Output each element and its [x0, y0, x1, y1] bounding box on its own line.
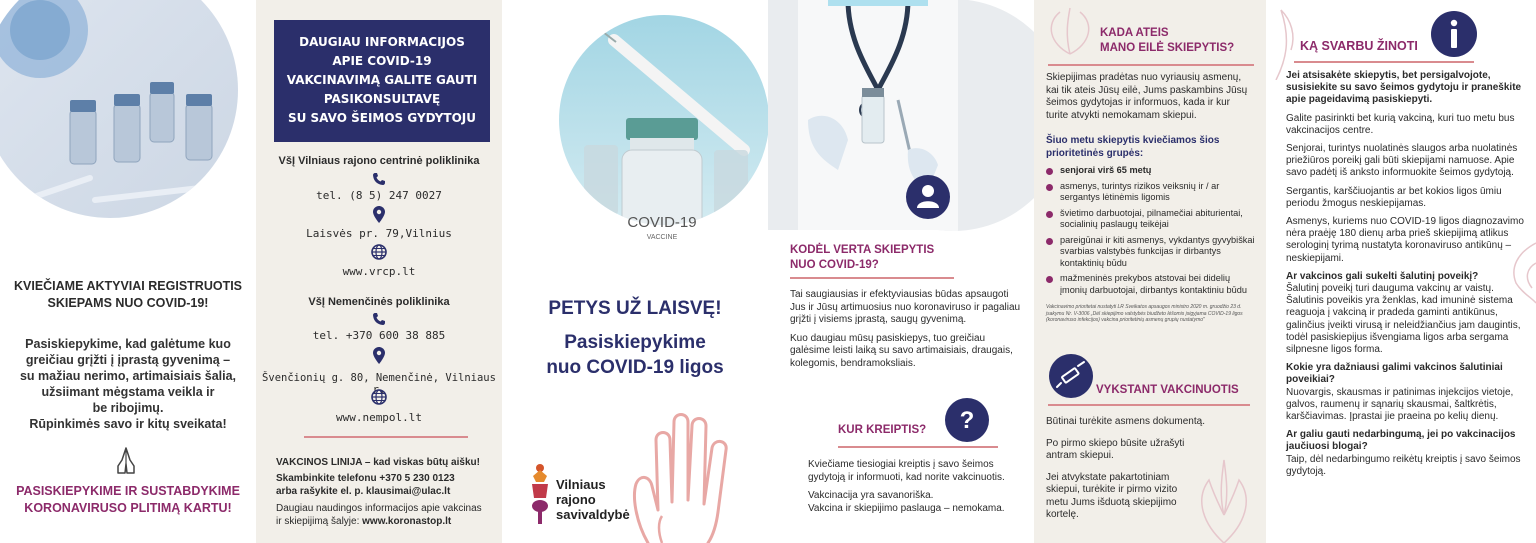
clinic1-address: Laisvės pr. 79,Vilnius	[306, 227, 452, 240]
doctor-photo	[768, 0, 1034, 235]
why-title-line1: KODĖL VERTA SKIEPYTIS	[790, 244, 935, 256]
groups-title: Šiuo metu skiepytis kviečiamos šios prioritetinės grupės:	[1046, 135, 1220, 159]
faq-answer1: Šalutinį poveikį turi dauguma vakcinų ar vaistų. Šalutinis poveikis yra ženklas, kad imuninė sistema reaguoja į vakciną ir pradeda gaminti antikūnus, galinčius įveikti virusą ir neleidžiančius jam daugintis, todėl pasiskiepijus išvengiama ligos arba sergama silpnesne ligos forma.	[1286, 283, 1521, 356]
vaccine-line-email: arba rašykite el. p. klausimai@ulac.lt	[276, 486, 451, 497]
logo-line3: savivaldybė	[556, 507, 630, 522]
banner-line5: SU SAVO ŠEIMOS GYDYTOJU	[287, 111, 477, 125]
faq-answer2: Nuovargis, skausmas ir patinimas injekcijos vietoje, galvos, raumenų ir sąnarių skausmai, šaltkrėtis, karščiavimas. Įprastai jie praeina po kelių dienų.	[1286, 386, 1514, 423]
important-paragraph3: Senjorai, turintys nuolatinės slaugos arba nuolatinės priežiūros poreikį gali būti skiepijami namuose. Apie savo padėtį iš anksto informuokite šeimos gydytoją.	[1286, 143, 1518, 179]
intro-body-line1: Pasiskiepykime, kad galėtume kuo	[25, 337, 231, 351]
vaccination-title: VYKSTANT VAKCINUOTIS	[1096, 384, 1239, 396]
vial-label: COVID-19	[627, 214, 697, 231]
where-paragraph1: Kviečiame tiesiogiai kreiptis į savo šeimos gydytoją ir informuoti, kad norite vakcinuotis.	[808, 459, 1005, 483]
logo-line2: rajono	[556, 492, 596, 507]
intro-body-line2: greičiau grįžti į įprastą gyvenimą –	[25, 353, 231, 367]
covid-vaccine-vial-photo	[554, 0, 768, 272]
intro-headline-line1: KVIEČIAME AKTYVIAI REGISTRUOTIS	[13, 279, 243, 293]
when-paragraph: Skiepijimas pradėtas nuo vyriausių asmenų, kai tik ateis Jūsų eilė, Jums paskambins Jūsų šeimos gydytojas ir informuos, kada ir kur turite atvykti nemokamam skiepui.	[1046, 72, 1248, 121]
priority-group-item: švietimo darbuotojai, pilnamečiai abiturientai, socialinių paslaugų teikėjai	[1046, 208, 1256, 231]
faq-question3: Ar galiu gauti nedarbingumą, jei po vakcinacijos jaučiuosi blogai?	[1286, 429, 1516, 453]
important-paragraph4: Sergantis, karščiuojantis ar bet kokios ligos ūmiu periodu žmogus neskiepijamas.	[1286, 185, 1502, 209]
priority-group-item: asmenys, turintys rizikos veiksnių ir / ar sergantys lėtinėmis ligomis	[1046, 181, 1256, 204]
banner-line2: APIE COVID-19	[332, 54, 432, 68]
why-paragraph1: Tai saugiausias ir efektyviausias būdas apsaugoti Jus ir Jūsų artimuosius nuo koronaviruso ir pagaliau grįžti į visiems įprastą, saugų gyvenimą.	[790, 289, 1021, 325]
hand-outline-icon	[628, 392, 768, 543]
vaccine-line-more-prefix: ir skiepijimą šalyje:	[276, 516, 363, 527]
vaccine-vials-photo	[0, 0, 256, 255]
cover-subtitle-line1: Pasiskiepykime	[564, 332, 706, 353]
flower-decoration-icon	[1184, 445, 1264, 543]
clinic1-phone[interactable]: tel. (8 5) 247 0027	[316, 189, 442, 202]
important-paragraph2: Galite pasirinkti bet kurią vakciną, kuri tuo metu bus vakcinacijos centre.	[1286, 112, 1515, 136]
banner-line4: PASIKONSULTAVĘ	[323, 92, 441, 106]
phone-icon	[372, 312, 386, 326]
vaccine-line-title: VAKCINOS LINIJA – kad viskas būtų aišku!	[276, 457, 480, 468]
divider	[1048, 404, 1250, 406]
vaccination-paragraph3: Jei atvykstate pakartotiniam skiepui, turėkite ir pirmo vizito metu Jums išduotą skiepijimo kortelę.	[1046, 471, 1178, 520]
info-banner	[274, 20, 490, 142]
syringe-icon	[1048, 353, 1094, 399]
municipality-logo-icon	[529, 460, 551, 526]
intro-cta-line2: KORONAVIRUSO PLITIMĄ KARTU!	[24, 501, 232, 515]
panel-why	[768, 0, 1034, 543]
intro-body-line6: Rūpinkimės savo ir kitų sveikata!	[29, 417, 227, 431]
divider	[304, 436, 468, 438]
intro-cta-line1: PASISKIEPYKIME IR SUSTABDYKIME	[16, 484, 240, 498]
why-title-line2: NUO COVID-19?	[790, 259, 879, 271]
important-paragraph5: Asmenys, kuriems nuo COVID-19 ligos diagnozavimo nėra praėję 180 dienų arba prieš skiepijimą atlikus serologinį tyrimą nustatyta koronaviruso antikūnų – neskiepijami.	[1286, 216, 1524, 264]
divider	[790, 277, 954, 279]
info-icon	[1430, 10, 1478, 58]
clinic2-name: VšĮ Nemenčinės poliklinika	[308, 296, 450, 308]
panel-cover	[502, 0, 768, 543]
banner-line3: VAKCINAVIMĄ GALITE GAUTI	[286, 73, 478, 87]
faq-answer3: Taip, dėl nedarbingumo reikėtų kreiptis į savo šeimos gydytoją.	[1286, 453, 1521, 477]
why-paragraph2: Kuo daugiau mūsų pasiskiepys, tuo greičiau galėsime leisti laiką su savo artimaisiais, draugais, kolegomis, bendramoksliais.	[790, 332, 1013, 369]
important-paragraph1: Jei atsisakėte skiepytis, bet persigalvojote, susisiekite su savo šeimos gydytoju ir praneškite apie pageidavimą pasiskiepyti.	[1286, 70, 1522, 106]
svg-text:?: ?	[959, 407, 975, 434]
clinic2-phone[interactable]: tel. +370 600 38 885	[312, 329, 446, 342]
priority-group-item: mažmeninės prekybos atstovai bei didelių įmonių darbuotojai, dirbantys kontaktiniu būdu	[1046, 273, 1256, 296]
priority-footnote: Vakcinavimo prioritetai nustatyti LR Sveikatos apsaugos ministro 2020 m. gruodžio 23 d. įsakymu Nr. V-3006 „Dėl skiepijimo valstybės biudžeto lėšomis įsigyjama COVID-19 ligos (koronaviruso infekcijos) vakcina prioritetinių asmenų grupių nustatymo"	[1046, 304, 1243, 324]
location-pin-icon	[373, 347, 385, 364]
question-mark-icon	[944, 397, 990, 443]
where-title: KUR KREIPTIS?	[838, 424, 927, 436]
cover-subtitle-line2: nuo COVID-19 ligos	[546, 357, 724, 378]
logo-line1: Vilniaus	[556, 477, 606, 492]
flower-decoration-icon	[1502, 238, 1536, 308]
praying-hands-icon	[113, 446, 139, 476]
clinic1-website[interactable]: www.vrcp.lt	[342, 265, 416, 278]
clinic2-website[interactable]: www.nempol.lt	[335, 411, 423, 424]
where-paragraph3: Vakcina ir skiepijimo paslauga – nemokama.	[808, 502, 1005, 514]
panel-when	[1034, 0, 1266, 543]
koronastop-link[interactable]: www.koronastop.lt	[362, 516, 452, 527]
when-title-line1: KADA ATEIS	[1100, 27, 1169, 39]
priority-group-item: senjorai virš 65 metų	[1046, 165, 1256, 177]
flower-decoration-icon	[1040, 4, 1100, 62]
location-pin-icon	[373, 206, 385, 223]
intro-body-line5: be ribojimų.	[92, 401, 164, 415]
vaccination-paragraph2: Po pirmo skiepo būsite užrašyti antram skiepui.	[1046, 437, 1185, 461]
intro-headline-line2: SKIEPAMS NUO COVID-19!	[47, 296, 209, 310]
intro-body-line3: su mažiau nerimo, artimaisiais šalia,	[19, 369, 237, 383]
vaccine-line-more: Daugiau naudingos informacijos apie vakcinas	[276, 503, 482, 514]
important-title: KĄ SVARBU ŽINOTI	[1300, 39, 1418, 53]
priority-group-item: pareigūnai ir kiti asmenys, vykdantys gyvybiškai svarbias valstybės funkcijas ir dirbantys kontaktinių būdu	[1046, 235, 1256, 270]
faq-question1: Ar vakcinos gali sukelti šalutinį poveikį?	[1286, 270, 1479, 282]
banner-line1: DAUGIAU INFORMACIJOS	[299, 35, 465, 49]
globe-icon	[371, 389, 387, 405]
panel-intro	[0, 0, 256, 543]
divider	[1294, 61, 1474, 63]
globe-icon	[371, 244, 387, 260]
divider	[838, 446, 998, 448]
clinic2-address: Švenčionių g. 80, Nemenčinė, Vilniaus r.	[262, 372, 496, 396]
where-paragraph2: Vakcinacija yra savanoriška.	[808, 490, 934, 501]
cover-title: PETYS UŽ LAISVĘ!	[548, 298, 722, 319]
vaccine-line-phone: Skambinkite telefonu +370 5 230 0123	[276, 473, 455, 484]
phone-icon	[372, 172, 386, 186]
panel-important	[1266, 0, 1536, 543]
panel-contacts	[256, 0, 502, 543]
intro-body-line4: užsiimant mėgstama veikla ir	[41, 385, 215, 399]
when-title-line2: MANO EILĖ SKIEPYTIS?	[1100, 42, 1235, 54]
divider	[1048, 64, 1254, 66]
faq-question2: Kokie yra dažniausi galimi vakcinos šalutiniai poveikiai?	[1286, 362, 1503, 386]
person-icon	[922, 185, 934, 197]
clinic1-name: VšĮ Vilniaus rajono centrinė poliklinika	[278, 155, 480, 167]
vial-sublabel: VACCINE	[646, 234, 678, 241]
vaccination-paragraph1: Būtinai turėkite asmens dokumentą.	[1046, 416, 1205, 427]
